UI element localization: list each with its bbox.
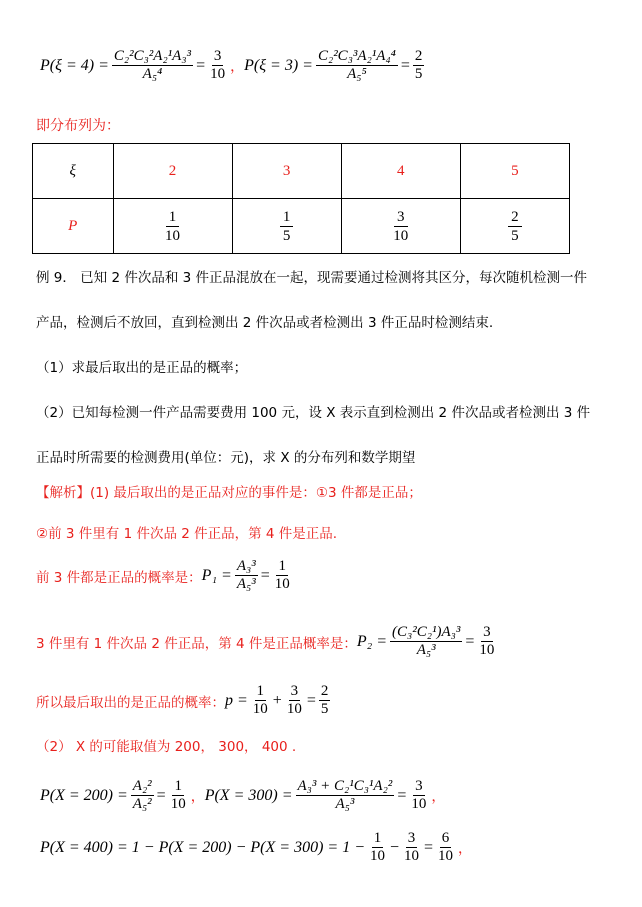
total-result (319, 683, 331, 718)
case1-den: A₅³ (236, 576, 256, 592)
case1-num: A₃³ (236, 558, 256, 574)
case1-text: 前 3 件都是正品的概率是： (36, 569, 202, 586)
case2-rden: 10 (479, 642, 495, 658)
total-a-den: 10 (252, 701, 268, 717)
case2-rnum: 3 (483, 624, 491, 640)
p400-a-den: 10 (369, 848, 385, 864)
prob-num: 1 (166, 208, 180, 227)
table-header-row (33, 144, 570, 199)
p200-result (169, 778, 188, 813)
table-prob-row (33, 199, 570, 254)
separator-comma: ， (190, 788, 205, 805)
table-cell-prob (341, 199, 460, 254)
prob-num: 3 (394, 208, 408, 227)
formula-p-xi-4-3 (40, 48, 427, 83)
p300-rnum: 3 (415, 778, 423, 794)
total-formula (36, 683, 333, 718)
p400-lhs: P(X = 400) = 1 − P(X = 200) − P(X = 300) = 1 − (40, 838, 365, 856)
separator-comma: ， (431, 788, 446, 805)
p3-eq: = (400, 56, 410, 74)
prob-den: 10 (393, 227, 409, 244)
p400-r-den: 10 (438, 848, 454, 864)
case1-fraction (235, 558, 258, 593)
p400-b (402, 830, 421, 865)
case1-rnum: 1 (278, 558, 286, 574)
p4-fraction (112, 48, 193, 83)
total-r-num: 2 (320, 683, 329, 699)
case2-fraction (390, 624, 462, 659)
p200-p300-formula (40, 778, 445, 813)
p400-a (368, 830, 387, 865)
prob-num: 2 (508, 208, 522, 227)
p400-minus: − (389, 838, 400, 856)
p400-b-den: 10 (404, 848, 420, 864)
p3-fraction (316, 48, 398, 83)
p200-rnum: 1 (174, 778, 182, 794)
p400-formula (40, 830, 472, 865)
table-cell-prob (232, 199, 341, 254)
p200-fraction (131, 778, 154, 813)
p3-denominator: A₅⁵ (347, 66, 367, 82)
case2-text: 3 件里有 1 件次品 2 件正品，第 4 件是正品概率是： (36, 635, 357, 652)
case1-rden: 10 (274, 576, 290, 592)
p4-numerator: C₂²C₃²A₂¹A₃³ (113, 48, 192, 64)
solution-line-2: ②前 3 件里有 1 件次品 2 件正品，第 4 件是正品. (36, 526, 338, 542)
question-1: （1）求最后取出的是正品的概率； (36, 360, 248, 376)
prob-den: 5 (282, 227, 291, 244)
case1-lhs: P₁ = (201, 566, 232, 584)
p300-lhs: P(X = 300) = (204, 786, 293, 804)
total-b (285, 683, 304, 718)
p3-result-num: 2 (414, 48, 423, 64)
p300-rden: 10 (411, 796, 427, 812)
table-cell-value: 5 (460, 144, 569, 199)
p300-fraction (296, 778, 395, 813)
case2-den: A₅³ (416, 642, 436, 658)
total-b-num: 3 (290, 683, 299, 699)
total-a (251, 683, 270, 718)
p400-eq: = (424, 838, 434, 856)
table-cell-xi: ξ (33, 144, 114, 199)
table-cell-value: 4 (341, 144, 460, 199)
case2-num: (C₃²C₂¹)A₃³ (392, 624, 461, 640)
total-text: 所以最后取出的是正品的概率： (36, 694, 225, 711)
example-line-2: 产品，检测后不放回，直到检测出 2 件次品或者检测出 3 件正品时检测结束. (36, 315, 494, 331)
case1-eq: = (260, 566, 270, 584)
p200-den: A₅² (132, 796, 152, 812)
p3-lhs: P(ξ = 3) = (244, 56, 313, 74)
total-lhs: p = (225, 691, 248, 709)
prob-den: 10 (165, 227, 181, 244)
p300-result (409, 778, 428, 813)
solution-line-1: 【解析】(1) 最后取出的是正品对应的事件是：①3 件都是正品； (36, 485, 422, 501)
prob-den: 5 (511, 227, 519, 244)
distribution-table (32, 143, 570, 254)
table-cell-value: 3 (232, 144, 341, 199)
part2-values: （2） X 的可能取值为 200， 300， 400 . (36, 739, 297, 755)
p200-lhs: P(X = 200) = (40, 786, 128, 804)
p4-result (208, 48, 227, 83)
table-cell-prob (113, 199, 232, 254)
total-plus: + (272, 691, 282, 709)
total-r-den: 5 (320, 701, 329, 717)
case2-formula (36, 624, 499, 659)
p4-result-num: 3 (213, 48, 222, 64)
p400-result (436, 830, 455, 865)
p3-numerator: C₂²C₃³A₂¹A₄⁴ (317, 48, 396, 64)
p4-eq: = (196, 56, 206, 74)
question-2-line-1: （2）已知每检测一件产品需要费用 100 元，设 X 表示直到检测出 2 件次品或者检测出 3 件 (36, 405, 591, 421)
case1-result (273, 558, 292, 593)
p300-den: A₅³ (335, 796, 355, 812)
p4-result-den: 10 (210, 66, 226, 82)
case1-formula (36, 558, 295, 593)
case2-lhs: P₂ = (356, 632, 388, 650)
table-cell-value: 2 (113, 144, 232, 199)
table-cell-prob (460, 199, 569, 254)
total-eq: = (306, 691, 316, 709)
case2-eq: = (465, 632, 475, 650)
total-a-num: 1 (256, 683, 265, 699)
distribution-intro: 即分布列为： (36, 118, 120, 134)
p400-a-num: 1 (373, 830, 382, 846)
separator-comma: ， (230, 58, 245, 75)
case2-result (477, 624, 496, 659)
p3-result-den: 5 (414, 66, 423, 82)
p200-rden: 10 (170, 796, 186, 812)
example-line-1: 例 9． 已知 2 件次品和 3 件正品混放在一起，现需要通过检测将其区分，每次随机检测一件 (36, 270, 588, 286)
p4-lhs: P(ξ = 4) = (40, 56, 109, 74)
total-b-den: 10 (286, 701, 302, 717)
p4-denominator: A₅⁴ (142, 66, 163, 82)
table-cell-p-label: P (33, 199, 114, 254)
p300-eq: = (397, 786, 407, 804)
p200-num: A₂² (132, 778, 152, 794)
p400-r-num: 6 (441, 830, 450, 846)
p300-num: A₃³ + C₂¹C₃¹A₂² (297, 778, 393, 794)
p400-b-num: 3 (407, 830, 416, 846)
question-2-line-2: 正品时所需要的检测费用(单位：元)，求 X 的分布列和数学期望 (36, 450, 416, 466)
p3-result (413, 48, 425, 83)
separator-comma: ， (458, 840, 473, 857)
p200-eq: = (156, 786, 166, 804)
prob-num: 1 (280, 208, 294, 227)
